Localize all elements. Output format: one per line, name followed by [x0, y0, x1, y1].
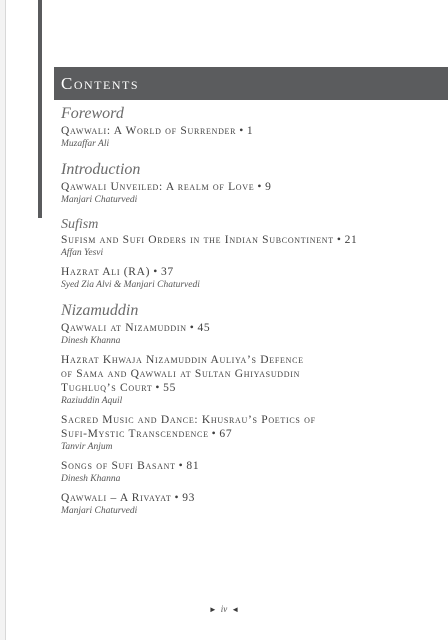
- bullet-dot: •: [178, 460, 184, 472]
- section-label-introduction: Introduction: [61, 161, 141, 178]
- entry-author: Dinesh Khanna: [61, 336, 121, 346]
- toc-entry[interactable]: [61, 491, 436, 517]
- toc-entry[interactable]: [61, 321, 436, 347]
- toc-entry[interactable]: [61, 353, 436, 407]
- entry-page: 93: [182, 492, 196, 504]
- table-of-contents: [61, 104, 436, 523]
- bullet-dot: •: [189, 322, 195, 334]
- entry-title: Sufism and Sufi Orders in the Indian Subcontinent • 21: [61, 234, 358, 246]
- page-title: Contents: [61, 73, 140, 93]
- toc-entry[interactable]: [61, 413, 436, 453]
- entry-title: Songs of Sufi Basant • 81: [61, 460, 200, 472]
- entry-page: 37: [160, 266, 174, 278]
- entry-author: Syed Zia Alvi & Manjari Chaturvedi: [61, 280, 200, 290]
- entry-author: Manjari Chaturvedi: [61, 506, 138, 516]
- entry-author: Raziuddin Aquil: [61, 396, 123, 406]
- entry-title: Hazrat Ali (RA) • 37: [61, 266, 174, 278]
- section-label-nizamuddin: Nizamuddin: [61, 302, 139, 319]
- bullet-dot: •: [257, 181, 263, 193]
- entry-page: 1: [246, 125, 254, 137]
- toc-entry[interactable]: [61, 459, 436, 485]
- entry-author: Affan Yesvi: [61, 248, 104, 258]
- entry-title: Qawwali at Nizamuddin • 45: [61, 322, 211, 334]
- toc-entry[interactable]: [61, 180, 436, 206]
- bullet-dot: •: [211, 428, 217, 440]
- page-edge: [0, 0, 6, 640]
- entry-page: 81: [186, 460, 200, 472]
- bullet-dot: •: [155, 382, 161, 394]
- entry-page: 55: [163, 382, 177, 394]
- arrow-right-icon: ►: [208, 605, 217, 614]
- bullet-dot: •: [153, 266, 158, 278]
- entry-page: 9: [265, 181, 272, 193]
- toc-entry[interactable]: [61, 233, 436, 259]
- section-label-sufism: Sufism: [61, 217, 99, 232]
- entry-title-line: Sufi-Mystic Transcendence • 67: [61, 428, 233, 440]
- entry-title-line: of Sama and Qawwali at Sultan Ghiyasuddin: [61, 368, 301, 380]
- entry-author: Dinesh Khanna: [61, 474, 121, 484]
- bullet-dot: •: [239, 125, 244, 137]
- entry-title: Qawwali – A Rivayat • 93: [61, 492, 196, 504]
- spine-bar: [38, 0, 42, 218]
- entry-page: 45: [197, 322, 211, 334]
- entry-title-line: Tughluq’s Court • 55: [61, 382, 177, 394]
- entry-page: 67: [219, 428, 233, 440]
- entry-title-line: Sacred Music and Dance: Khusrau’s Poetics of: [61, 414, 316, 426]
- page-number: iv: [220, 604, 228, 614]
- entry-page: 21: [344, 234, 358, 246]
- entry-title: Qawwali Unveiled: A realm of Love • 9: [61, 181, 272, 193]
- contents-header: [54, 67, 448, 100]
- entry-author: Muzaffar Ali: [61, 139, 110, 149]
- entry-title: Qawwali: A World of Surrender • 1: [61, 125, 254, 137]
- arrow-left-icon: ◄: [231, 605, 240, 614]
- bullet-dot: •: [174, 492, 180, 504]
- toc-entry[interactable]: [61, 265, 436, 291]
- toc-entry[interactable]: [61, 124, 436, 150]
- bullet-dot: •: [336, 234, 342, 246]
- entry-title-line: Hazrat Khwaja Nizamuddin Auliya’s Defence: [61, 354, 304, 366]
- entry-author: Manjari Chaturvedi: [61, 195, 138, 205]
- section-label-foreword: Foreword: [61, 105, 124, 122]
- page-footer: [0, 604, 448, 614]
- entry-author: Tanvir Anjum: [61, 442, 113, 452]
